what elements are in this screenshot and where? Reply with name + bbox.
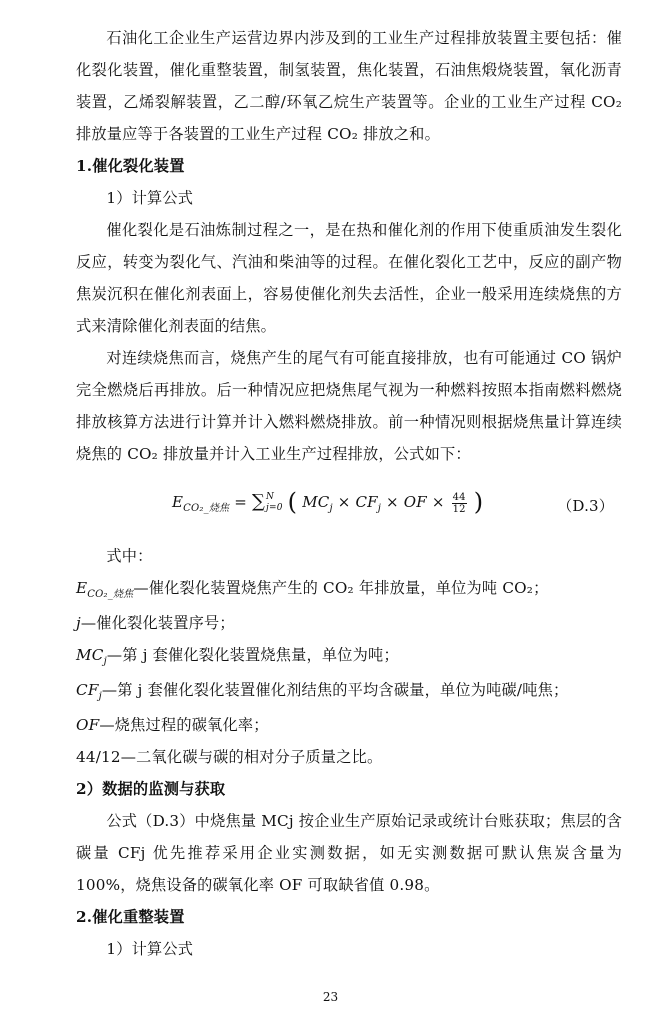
formula-d3 xyxy=(76,478,622,536)
def-text: —催化裂化装置烧焦产生的 CO₂ 年排放量，单位为吨 CO₂； xyxy=(133,579,549,597)
section-title-catalytic-reforming: 2.催化重整装置 xyxy=(76,908,185,926)
paragraph-intro: 石油化工企业生产运营边界内涉及到的工业生产过程排放装置主要包括：催化裂化装置，催化重整装置，制氢装置，焦化装置，石油焦煅烧装置，氧化沥青装置，乙烯裂解装置，乙二醇/环氧乙烷生产装置等。企业的工业生产过程 CO₂ 排放量应等于各装置的工业生产过程 CO₂ 排放之和。 xyxy=(76,29,622,143)
sum-lower: j=0 xyxy=(266,503,283,513)
definition-ratio xyxy=(76,741,622,773)
times-1: × xyxy=(337,493,351,511)
definition-e-co2 xyxy=(76,572,622,607)
def-text: —第 j 套催化裂化装置烧焦量，单位为吨； xyxy=(106,646,399,664)
sum-limits xyxy=(266,492,283,514)
def-sub: CO₂_烧焦 xyxy=(87,589,134,600)
formula-term-mc: MC xyxy=(302,493,330,511)
paren-close: ) xyxy=(473,488,484,516)
formula-lhs-var: E xyxy=(172,493,184,511)
def-sub: j xyxy=(103,656,107,667)
def-text: 44/12—二氧化碳与碳的相对分子质量之比。 xyxy=(76,748,383,766)
sum-symbol: ∑ xyxy=(251,491,265,512)
subsection-monitoring-title: 2）数据的监测与获取 xyxy=(76,780,226,798)
def-text: —催化裂化装置序号； xyxy=(80,614,235,632)
formula-equals: = xyxy=(234,493,247,511)
def-sub: j xyxy=(98,691,102,702)
section-title-catalytic-cracking: 1.催化裂化装置 xyxy=(76,157,185,175)
formula-term-cf-idx: j xyxy=(377,503,382,514)
paragraph-catalytic-cracking: 催化裂化是石油炼制过程之一，是在热和催化剂的作用下使重质油发生裂化反应，转变为裂化气、汽油和柴油等的过程。在催化裂化工艺中，反应的副产物焦炭沉积在催化剂表面上，容易使催化剂失去活性，企业一般采用连续烧焦的方式来清除催化剂表面的结焦。 xyxy=(76,221,622,335)
formula-lhs-sub: CO₂_烧焦 xyxy=(183,503,230,514)
definition-cf xyxy=(76,674,622,709)
subsection-formula-title: 1）计算公式 xyxy=(106,189,194,207)
def-text: —烧焦过程的碳氧化率； xyxy=(99,716,269,734)
formula-term-cf: CF xyxy=(355,493,378,511)
fraction-denominator: 12 xyxy=(452,503,466,515)
sum-upper: N xyxy=(266,492,275,502)
times-2: × xyxy=(386,493,399,511)
times-3: × xyxy=(431,493,445,511)
page-number: 23 xyxy=(322,990,339,1004)
def-var: CF xyxy=(76,681,99,699)
definition-of xyxy=(76,709,622,741)
def-var: j xyxy=(76,614,81,632)
where-label: 式中： xyxy=(106,547,153,565)
document-body xyxy=(76,22,622,965)
fraction-44-12 xyxy=(452,492,467,515)
formula-term-of: OF xyxy=(403,493,427,511)
def-var: E xyxy=(76,579,88,597)
paragraph-continuous-burning: 对连续烧焦而言，烧焦产生的尾气有可能直接排放，也有可能通过 CO 锅炉完全燃烧后再排放。后一种情况应把烧焦尾气视为一种燃料按照本指南燃料燃烧排放核算方法进行计算并计入燃料燃烧排放。前一种情况则根据烧焦量计算连续烧焦的 CO₂ 排放量并计入工业生产过程排放，公式如下： xyxy=(76,349,622,463)
definition-mc xyxy=(76,639,622,674)
def-var: OF xyxy=(76,716,100,734)
def-text: —第 j 套催化裂化装置催化剂结焦的平均含碳量，单位为吨碳/吨焦； xyxy=(101,681,569,699)
formula-term-mc-idx: j xyxy=(329,503,333,514)
formula-expression xyxy=(172,486,483,521)
paren-open: ( xyxy=(287,488,298,516)
paragraph-monitoring: 公式（D.3）中烧焦量 MCj 按企业生产原始记录或统计台账获取；焦层的含碳量 CFj 优先推荐采用企业实测数据，如无实测数据可默认焦炭含量为 100%，烧焦设备的碳氧化率 OF 可取缺省值 0.98。 xyxy=(76,812,622,894)
subsection-formula-title-2: 1）计算公式 xyxy=(106,940,194,958)
definition-j xyxy=(76,607,622,639)
def-var: MC xyxy=(76,646,104,664)
fraction-numerator: 44 xyxy=(452,491,466,503)
equation-number: （D.3） xyxy=(557,497,614,515)
